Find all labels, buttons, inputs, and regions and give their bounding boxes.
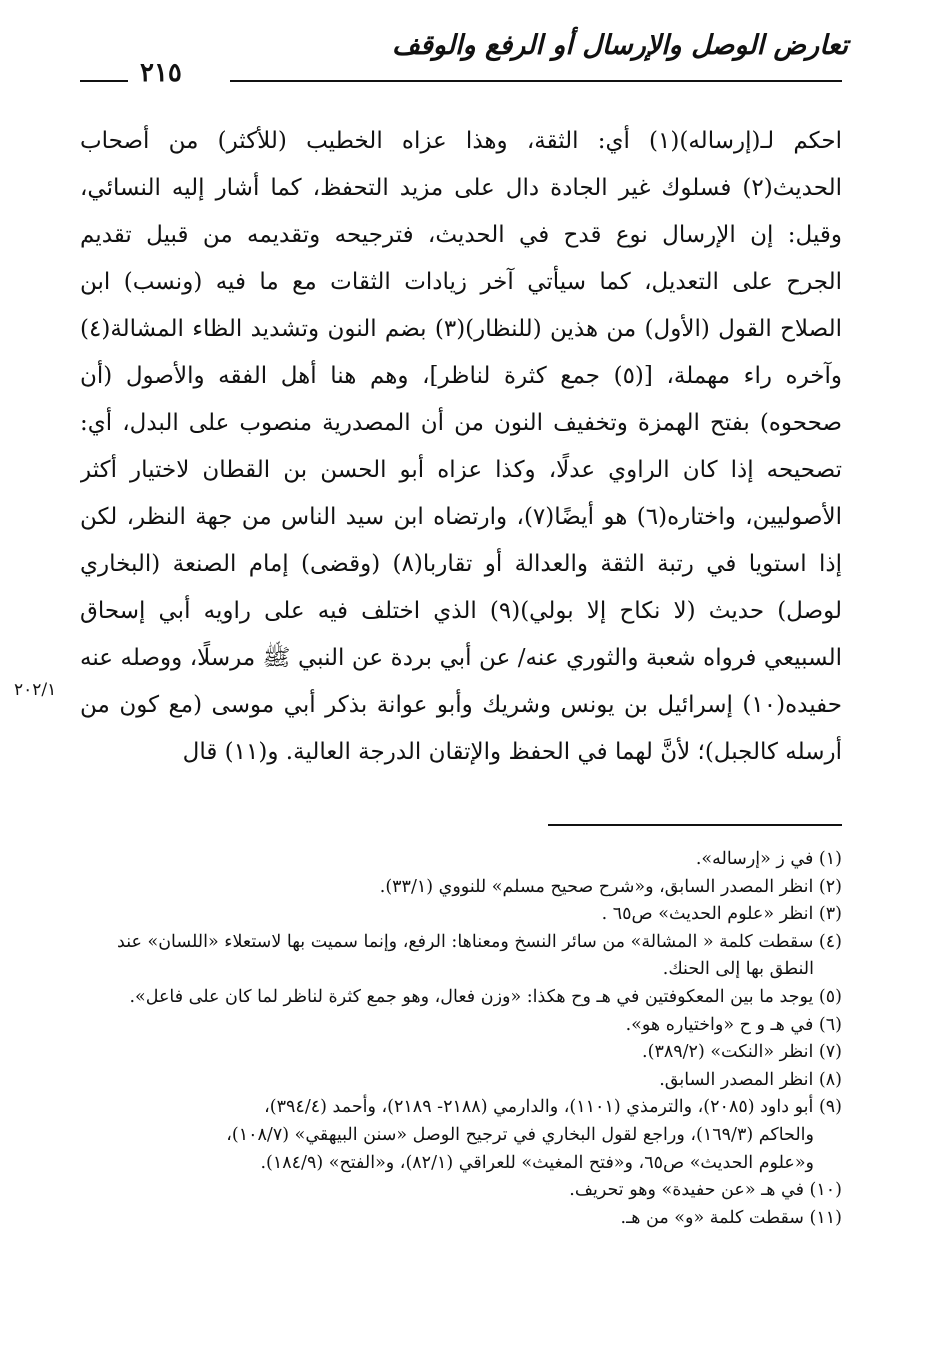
footnote: (٨) انظر المصدر السابق. <box>659 1069 842 1090</box>
footnote: (١١) سقطت كلمة «و» من هـ. <box>620 1207 842 1228</box>
text-line: الحديث(٢) فسلوك غير الجادة دال على مزيد التحفظ، كما أشار إليه النسائي، <box>80 175 842 201</box>
main-text <box>80 118 842 776</box>
footnote-separator <box>548 824 842 826</box>
footnote: (٢) انظر المصدر السابق، و«شرح صحيح مسلم» للنووي (٣٣/١). <box>379 876 842 897</box>
text-line: السبيعي فرواه شعبة والثوري عنه/ عن أبي بردة عن النبي ﷺ مرسلًا، ووصله عنه <box>80 645 842 671</box>
text-line: أرسله كالجبل)؛ لأنَّ لهما في الحفظ والإتقان الدرجة العالية. و(١١) قال <box>182 739 842 765</box>
footnote: (١) في ز «إرساله». <box>695 849 842 869</box>
text-line: إذا استويا في رتبة الثقة والعدالة أو تقاربا(٨) (وقضى) إمام الصنعة (البخاري <box>80 551 842 577</box>
text-line: الصلاح القول (الأول) من هذين (للنظار)(٣) بضم النون وتشديد الظاء المشالة(٤) <box>80 316 842 342</box>
footnote-continuation: النطق بها إلى الحنك. <box>662 959 814 980</box>
footnote: (٦) في هـ و ح «واختياره هو». <box>625 1014 842 1035</box>
text-line: تصحيحه إذا كان الراوي عدلًا، وكذا عزاه أبو الحسن بن القطان لاختيار أكثر <box>80 457 842 483</box>
margin-page-reference: ٢٠٢/١ <box>14 680 57 700</box>
page-number-rule <box>80 80 128 82</box>
text-line: وقيل: إن الإرسال نوع قدح في الحديث، فترجيحه وتقديمه من قبيل تقديم <box>80 222 842 248</box>
running-header-title: تعارض الوصل والإرسال أو الرفع والوقف <box>392 30 848 61</box>
text-line: الأصوليين، واختاره(٦) هو أيضًا(٧)، وارتضاه ابن سيد الناس من جهة النظر، لكن <box>80 504 842 530</box>
footnote: (١٠) في هـ «عن حفيدة» وهو تحريف. <box>569 1180 842 1201</box>
page-number: ٢١٥ <box>140 58 182 88</box>
text-line: صححوه) بفتح الهمزة وتخفيف النون من أن المصدرية منصوب على البدل، أي: <box>80 410 842 436</box>
footnotes <box>78 846 842 1232</box>
text-line: احكم لـ(إرساله)(١) أي: الثقة، وهذا عزاه الخطيب (للأكثر) من أصحاب <box>80 128 842 154</box>
header-rule <box>230 80 842 82</box>
footnote: (٧) انظر «النكت» (٣٨٩/٢). <box>642 1042 842 1063</box>
footnote: (٩) أبو داود (٢٠٨٥)، والترمذي (١١٠١)، والدارمي (٢١٨٨- ٢١٨٩)، وأحمد (٣٩٤/٤)، <box>264 1097 842 1118</box>
text-line: الجرح على التعديل، كما سيأتي آخر زيادات الثقات مع ما فيه (ونسب) ابن <box>80 269 842 295</box>
footnote: (٥) يوجد ما بين المعكوفتين في هـ وح هكذا: «وزن فعال، وهو جمع كثرة لناظر لما كان على فاعل». <box>129 986 842 1007</box>
footnote-continuation: والحاكم (١٦٩/٣)، وراجع لقول البخاري في ترجيح الوصل «سنن البيهقي» (١٠٨/٧)، <box>226 1124 814 1145</box>
text-line: وآخره راء مهملة، [(٥) جمع كثرة لناظر]، وهم هنا أهل الفقه والأصول (أن <box>80 363 842 389</box>
text-line: حفيده(١٠) إسرائيل بن يونس وشريك وأبو عوانة بذكر أبي موسى (مع كون من <box>80 692 842 718</box>
text-line: لوصل) حديث (لا نكاح إلا بولي)(٩) الذي اختلف فيه على راويه أبي إسحاق <box>80 598 842 624</box>
footnote: (٤) سقطت كلمة « المشالة» من سائر النسخ ومعناها: الرفع، وإنما سميت بها لاستعلاء «اللسان» عند <box>117 931 842 952</box>
footnote-continuation: و«علوم الحديث» ص٦٥، و«فتح المغيث» للعراقي (٨٢/١)، و«الفتح» (١٨٤/٩). <box>260 1152 814 1173</box>
footnote: (٣) انظر «علوم الحديث» ص٦٥ . <box>601 904 842 925</box>
